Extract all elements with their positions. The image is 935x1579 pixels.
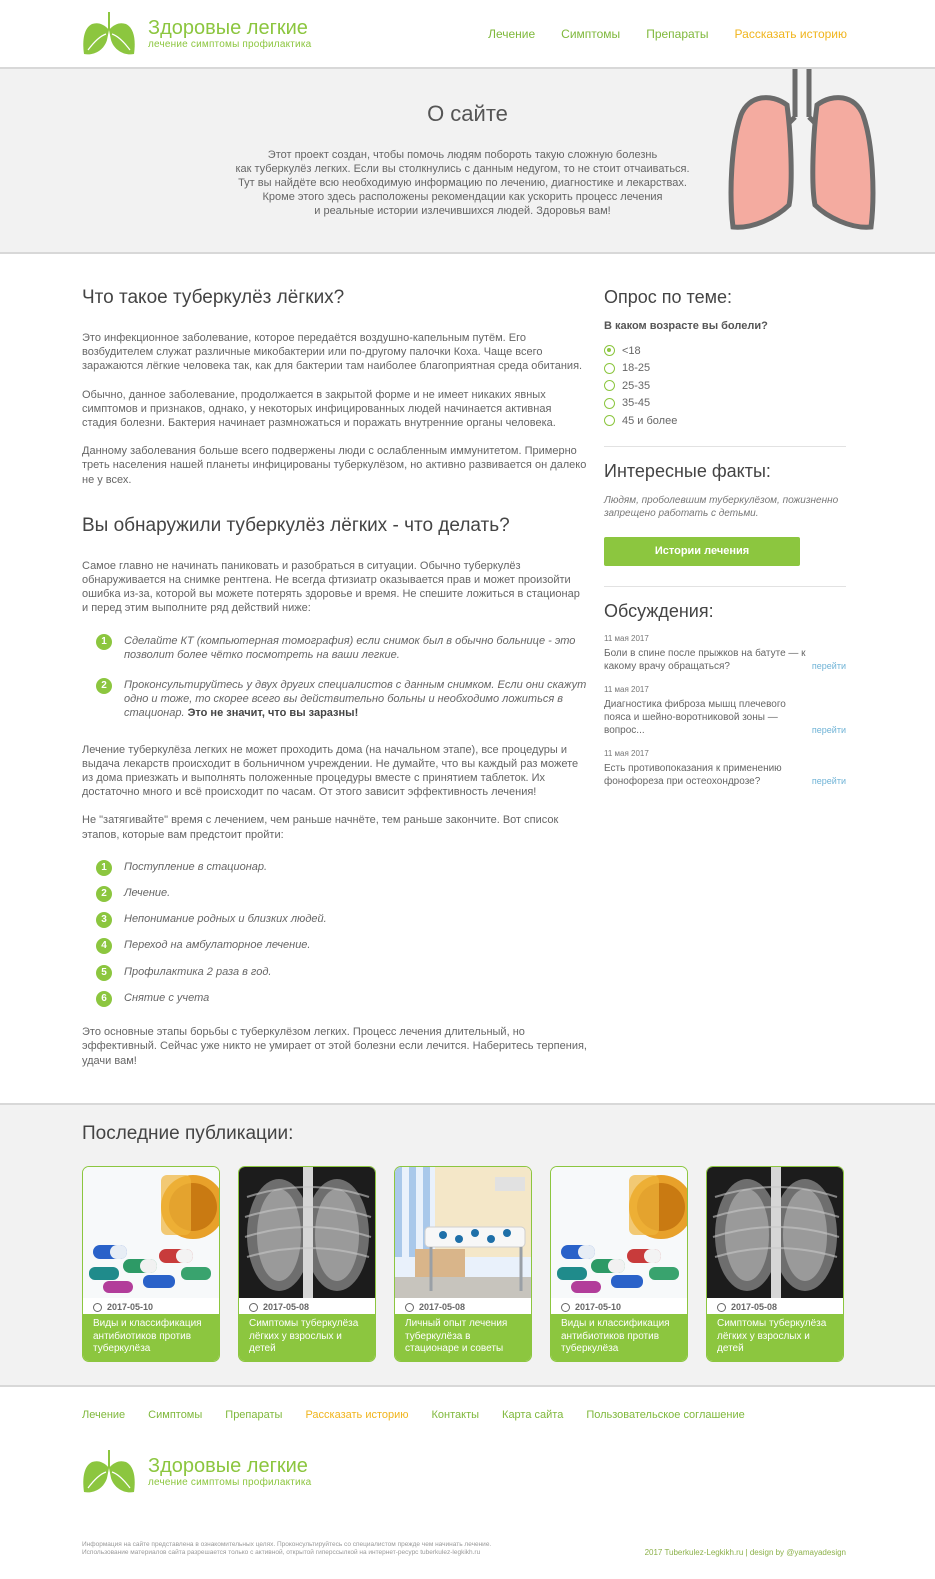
- discussion-title[interactable]: Есть противопоказания к применению фонофореза при остеохондрозе?: [604, 762, 782, 787]
- publication-title[interactable]: Симптомы туберкулёза лёгких у взрослых и детей: [239, 1314, 375, 1361]
- steps-list: [82, 860, 587, 1005]
- radio-button[interactable]: [604, 415, 615, 426]
- footer-logo-subtitle: лечение симптомы профилактика: [148, 1477, 312, 1488]
- publication-date: 2017-05-10: [575, 1302, 622, 1312]
- copyright: 2017 Tuberkulez-Legkikh.ru | design by @yamayadesign: [644, 1548, 846, 1557]
- main-nav: [488, 27, 847, 41]
- publication-date: 2017-05-10: [107, 1302, 154, 1312]
- site-logo[interactable]: [80, 10, 311, 58]
- step-number: 4: [96, 938, 112, 954]
- lungs-leaf-logo-icon: [80, 10, 138, 58]
- tip-text: Сделайте КТ (компьютерная томография) если снимок был в обычно больнице - это позволит более чётко посмотреть на ваши легкие.: [124, 634, 576, 661]
- lungs-illustration-icon: [727, 69, 877, 237]
- step-number: 5: [96, 965, 112, 981]
- publication-image[interactable]: [83, 1167, 220, 1298]
- article-paragraph: Не "затягивайте" время с лечением, чем раньше начнёте, тем раньше закончите. Вот список этапов, которые вам предстоит пройти:: [82, 814, 559, 841]
- hero-line: Этот проект создан, чтобы помочь людям побороть такую сложную болезнь: [267, 149, 658, 161]
- discussion-go-link[interactable]: перейти: [811, 724, 846, 735]
- step-item: [82, 991, 587, 1005]
- hero-text: [220, 148, 705, 218]
- step-item: [82, 965, 587, 979]
- step-number: 2: [96, 886, 112, 902]
- logo-title: Здоровые легкие: [148, 17, 308, 39]
- step-text: Профилактика 2 раза в год.: [124, 965, 272, 978]
- step-number: 3: [96, 912, 112, 928]
- step-text: Лечение.: [124, 887, 171, 900]
- tip-item: [82, 678, 587, 721]
- article-heading-1: Что такое туберкулёз лёгких?: [82, 287, 345, 308]
- article-paragraph: Самое главно не начинать паниковать и разобраться в ситуации. Обычно туберкулёз обнаруживается на снимке рентгена. Не всегда фтизиатр оказывается прав и может произойти ошибка из-за, которой вы можете потерять здоровье и время. Не спешите ложиться в стационар и перед этим выполните ряд действий ниже:: [82, 559, 580, 615]
- step-item: [82, 886, 587, 900]
- step-number: 1: [96, 860, 112, 876]
- hero-line: Кроме этого здесь расположены рекомендации как ускорить процесс лечения: [262, 191, 663, 203]
- discussion-item: [604, 749, 846, 788]
- publication-title[interactable]: Симптомы туберкулёза лёгких у взрослых и детей: [707, 1314, 843, 1361]
- poll-option-label: <18: [622, 344, 641, 357]
- about-hero: [0, 69, 935, 254]
- article: [82, 287, 587, 1082]
- publication-card[interactable]: [82, 1166, 220, 1362]
- discussion-date: 11 мая 2017: [604, 748, 649, 758]
- footer-link-user-agreement[interactable]: Пользовательское соглашение: [586, 1409, 745, 1421]
- publication-image[interactable]: [707, 1167, 844, 1298]
- lungs-leaf-logo-icon: [80, 1448, 138, 1496]
- hero-title: О сайте: [427, 101, 508, 126]
- poll-option-label: 18-25: [622, 362, 651, 375]
- disclaimer-line: Использование материалов сайта разрешается только с активной, открытой гиперссылкой на интернет-ресурс tuberkulez-legkikh.ru: [82, 1549, 481, 1556]
- footer-link-symptoms[interactable]: Симптомы: [148, 1409, 203, 1421]
- poll-option[interactable]: [604, 342, 846, 360]
- poll-option-label: 35-45: [622, 397, 651, 410]
- disclaimer: [82, 1541, 552, 1557]
- publication-card[interactable]: [706, 1166, 844, 1362]
- hero-line: и реальные истории излечившихся людей. Здоровья вам!: [314, 205, 611, 217]
- radio-button[interactable]: [604, 345, 615, 356]
- clock-icon: [717, 1303, 726, 1312]
- publication-title[interactable]: Виды и классификация антибиотиков против туберкулёза: [551, 1314, 687, 1361]
- publication-card[interactable]: [238, 1166, 376, 1362]
- poll-option[interactable]: [604, 395, 846, 413]
- fact-text: Людям, проболевшим туберкулёзом, пожизненно запрещено работать с детьми.: [604, 494, 839, 519]
- divider: [604, 446, 846, 447]
- step-item: [82, 912, 587, 926]
- sidebar: [604, 287, 846, 800]
- step-number: 6: [96, 991, 112, 1007]
- clock-icon: [405, 1303, 414, 1312]
- nav-item-drugs[interactable]: Препараты: [646, 27, 709, 41]
- poll-option[interactable]: [604, 360, 846, 378]
- radio-button[interactable]: [604, 363, 615, 374]
- publication-image[interactable]: [395, 1167, 532, 1298]
- article-paragraph: Обычно, данное заболевание, продолжается в закрытой форме и не имеет никаких явных симптомов и признаков, однако, у некоторых инфицированных людей начинается активная стадия болезни. Бактерия начинает размножаться и поражать внутренние органы человека.: [82, 388, 556, 430]
- discussion-title[interactable]: Боли в спине после прыжков на батуте — к какому врачу обращаться?: [604, 647, 806, 672]
- publication-image[interactable]: [551, 1167, 688, 1298]
- nav-item-tell-story[interactable]: Рассказать историю: [734, 27, 847, 41]
- logo-subtitle: лечение симптомы профилактика: [148, 39, 312, 50]
- footer-link-contacts[interactable]: Контакты: [431, 1409, 480, 1421]
- poll-title: Опрос по теме:: [604, 287, 732, 307]
- discussion-go-link[interactable]: перейти: [811, 775, 846, 786]
- clock-icon: [93, 1303, 102, 1312]
- publication-date: 2017-05-08: [419, 1302, 466, 1312]
- step-text: Переход на амбулаторное лечение.: [124, 939, 311, 952]
- article-paragraph: Это инфекционное заболевание, которое передаётся воздушно-капельным путём. Его возбудителем служат различные микобактерии или по-другому палочки Коха. Чаще всего заражаются лёгкие человека так, как для бактерии там наиболее благоприятная среда обитания.: [82, 332, 583, 373]
- poll-options: [604, 342, 846, 430]
- discussion-date: 11 мая 2017: [604, 633, 649, 643]
- treatment-stories-button[interactable]: Истории лечения: [604, 537, 800, 566]
- clock-icon: [249, 1303, 258, 1312]
- publications-title: Последние публикации:: [82, 1123, 294, 1144]
- article-paragraph: Лечение туберкулёза легких не может проходить дома (на начальном этапе), все процедуры и выдача лекарств происходит в больничном учреждении. Не думайте, что вы каждый раз можете из дома приезжать и выполнять положенные процедуры вместе с принятием таблеток. Их достаточно много и всё происходит по часам. От этого зависит эффективность лечения!: [82, 743, 579, 799]
- publication-title[interactable]: Виды и классификация антибиотиков против туберкулёза: [83, 1314, 219, 1361]
- footer-nav: [82, 1409, 745, 1421]
- publication-title[interactable]: Личный опыт лечения туберкулёза в стационаре и советы: [395, 1314, 531, 1361]
- publication-date: 2017-05-08: [731, 1302, 778, 1312]
- footer-link-drugs[interactable]: Препараты: [225, 1409, 283, 1421]
- disclaimer-line: Информация на сайте представлена в ознакомительных целях. Проконсультируйтесь со специалистом прежде чем начинать лечение.: [82, 1541, 492, 1548]
- step-text: Поступление в стационар.: [124, 860, 268, 873]
- hero-line: как туберкулёз легких. Если вы столкнулись с данным недугом, то не стоит отчаиваться.: [235, 163, 690, 175]
- article-paragraph: Это основные этапы борьбы с туберкулёзом легких. Процесс лечения длительный, но эффективный. Сейчас уже никто не умирает от этой болезни если лечится. Наберитесь терпения, удачи вам!: [82, 1026, 587, 1067]
- publication-date: 2017-05-08: [263, 1302, 310, 1312]
- facts-title: Интересные факты:: [604, 460, 771, 481]
- footer-logo-title: Здоровые легкие: [148, 1455, 308, 1477]
- publication-image[interactable]: [239, 1167, 376, 1298]
- publication-card[interactable]: [550, 1166, 688, 1362]
- discussion-item: [604, 634, 846, 673]
- discussion-go-link[interactable]: перейти: [811, 660, 846, 671]
- radio-button[interactable]: [604, 380, 615, 391]
- step-item: [82, 938, 587, 952]
- poll-question: В каком возрасте вы болели?: [604, 320, 768, 332]
- tip-text: Проконсультируйтесь у двух других специалистов с данным снимком. Если они скажут одно и тоже, то скорее всего вы действительно больны и необходимо ложиться в стационар.: [124, 679, 587, 720]
- discussion-item: [604, 685, 846, 737]
- poll-option-label: 45 и более: [622, 414, 678, 427]
- poll-option[interactable]: [604, 377, 846, 395]
- footer-link-tell-story[interactable]: Рассказать историю: [305, 1409, 409, 1421]
- radio-button[interactable]: [604, 398, 615, 409]
- step-item: [82, 860, 587, 874]
- publication-card[interactable]: [394, 1166, 532, 1362]
- footer-link-sitemap[interactable]: Карта сайта: [502, 1409, 564, 1421]
- tip-item: [82, 634, 587, 662]
- step-text: Непонимание родных и близких людей.: [124, 913, 327, 926]
- tip-number: 2: [96, 678, 112, 694]
- publication-cards: [82, 1166, 844, 1362]
- divider: [604, 586, 846, 587]
- step-text: Снятие с учета: [124, 991, 210, 1004]
- tip-number: 1: [96, 634, 112, 650]
- discussion-date: 11 мая 2017: [604, 684, 649, 694]
- poll-option-label: 25-35: [622, 379, 651, 392]
- footer-link-treatment[interactable]: Лечение: [82, 1409, 126, 1421]
- nav-item-treatment[interactable]: Лечение: [488, 27, 536, 41]
- article-paragraph: Данному заболевания больше всего подвержены люди с ослабленным иммунитетом. Примерно треть населения нашей планеты инфицированы туберкулёзом, но активно развивается он далеко не у всех.: [82, 445, 587, 486]
- clock-icon: [561, 1303, 570, 1312]
- footer-logo[interactable]: [80, 1448, 311, 1496]
- nav-item-symptoms[interactable]: Симптомы: [561, 27, 621, 41]
- tip-bold-note: Это не значит, что вы заразны!: [187, 707, 359, 720]
- hero-line: Тут вы найдёте всю необходимую информацию по лечению, диагностике и лекарствах.: [238, 177, 687, 189]
- article-heading-2: Вы обнаружили туберкулёз лёгких - что делать?: [82, 514, 510, 536]
- discussion-title[interactable]: Диагностика фиброза мышц плечевого пояса и шейно-воротниковой зоны — вопрос...: [604, 698, 786, 736]
- poll-option[interactable]: [604, 412, 846, 430]
- latest-publications: [0, 1103, 935, 1387]
- site-header: [0, 0, 935, 69]
- discussions-title: Обсуждения:: [604, 600, 714, 621]
